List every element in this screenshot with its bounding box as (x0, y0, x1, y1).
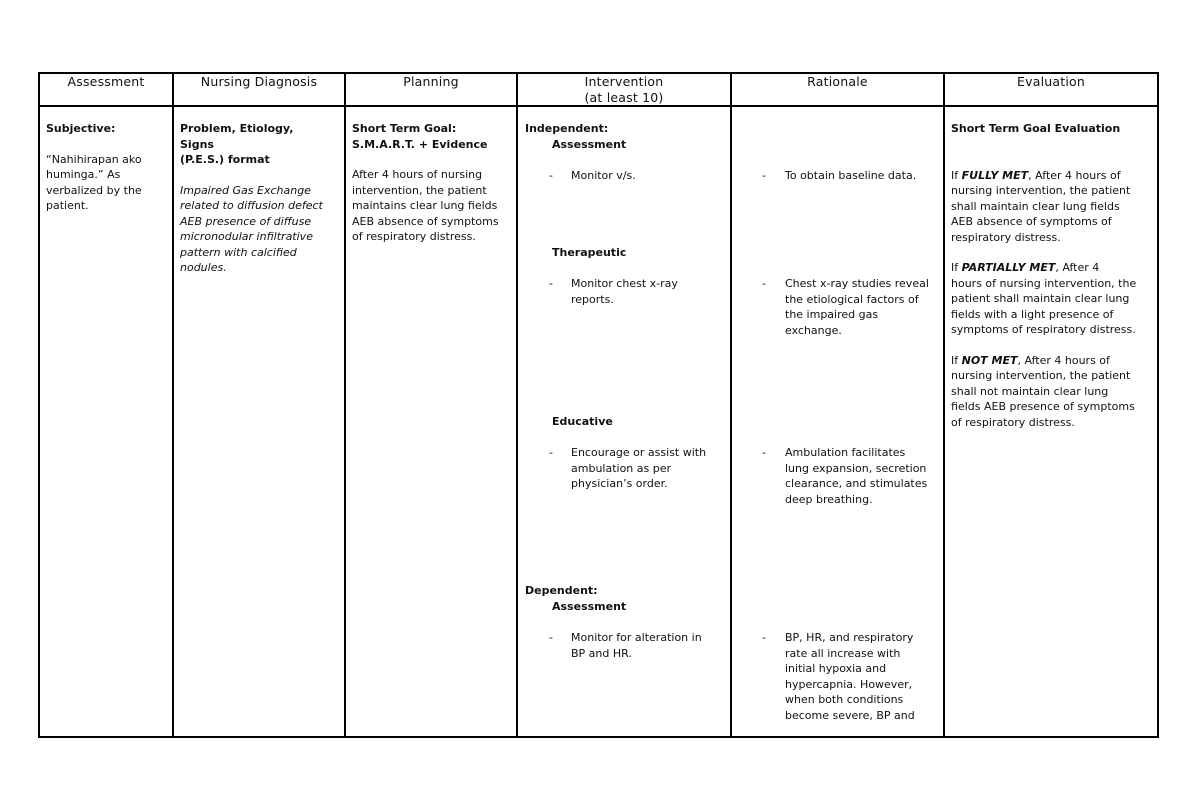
rationale-line: hypercapnia. However, (785, 677, 913, 691)
if-label: If (951, 353, 962, 367)
diagnosis-text-line: AEB presence of diffuse (180, 214, 312, 228)
diagnosis-title-line: Problem, Etiology, (180, 122, 294, 135)
rationale-line: exchange. (785, 323, 842, 337)
bullet-dash: - (762, 277, 766, 290)
table-bottom-border (38, 736, 1159, 738)
header-rationale: Rationale (807, 74, 868, 89)
educative-label: Educative (552, 415, 613, 428)
col-border (516, 72, 518, 738)
intervention-monitor-vs: Monitor v/s. (571, 169, 636, 182)
rationale-line: become severe, BP and (785, 708, 915, 722)
header-evaluation: Evaluation (1017, 74, 1085, 89)
intervention-line: Monitor for alteration in (571, 631, 702, 644)
assessment-cell (46, 121, 170, 214)
intervention-bp-hr (571, 630, 726, 661)
evaluation-line: fields with a light presence of (951, 307, 1114, 321)
col-border (172, 72, 174, 738)
col-border (344, 72, 346, 738)
header-planning: Planning (403, 74, 459, 89)
evaluation-title: Short Term Goal Evaluation (951, 122, 1121, 135)
col-border (38, 72, 40, 738)
evaluation-cell (951, 121, 1155, 430)
diagnosis-text-line: nodules. (180, 261, 227, 274)
fully-met-label: FULLY MET (961, 168, 1029, 182)
subjective-label: Subjective: (46, 122, 116, 135)
planning-text-line: AEB absence of symptoms (352, 214, 499, 228)
evaluation-line: shall not maintain clear lung (951, 384, 1109, 398)
rationale-line: initial hypoxia and (785, 662, 887, 675)
rationale-line: the impaired gas (785, 308, 879, 321)
header-intervention-subtitle: (at least 10) (584, 90, 664, 105)
bullet-dash: - (549, 631, 553, 644)
evaluation-line: shall maintain clear lung fields (951, 199, 1120, 213)
assessment-quote-line: patient. (46, 199, 89, 212)
diagnosis-text-line: related to diffusion defect (180, 199, 323, 212)
if-label: If (951, 168, 962, 182)
evaluation-partially-met (951, 260, 1155, 276)
bullet-dash: - (762, 446, 766, 459)
evaluation-fully-met (951, 168, 1155, 184)
planning-title-line: Short Term Goal: (352, 122, 457, 135)
rationale-line: lung expansion, secretion (785, 461, 927, 475)
diagnosis-text-line: pattern with calcified (180, 245, 297, 259)
diagnosis-title-line: (P.E.S.) format (180, 153, 270, 166)
assessment-quote-line: verbalized by the (46, 183, 142, 197)
evaluation-line: , After 4 (1055, 261, 1100, 274)
rationale-line: rate all increase with (785, 646, 901, 660)
evaluation-line: hours of nursing intervention, the (951, 276, 1137, 290)
evaluation-line: fields AEB presence of symptoms (951, 400, 1135, 413)
bullet-dash: - (762, 631, 766, 644)
evaluation-line: of respiratory distress. (951, 415, 1075, 429)
evaluation-line: nursing intervention, the patient (951, 184, 1131, 197)
header-intervention-title: Intervention (584, 74, 664, 89)
header-assessment: Assessment (67, 74, 145, 89)
evaluation-line: respiratory distress. (951, 230, 1061, 244)
partially-met-label: PARTIALLY MET (961, 261, 1056, 274)
rationale-line: BP, HR, and respiratory (785, 631, 914, 644)
rationale-baseline: To obtain baseline data. (785, 169, 917, 182)
intervention-line: physician’s order. (571, 477, 668, 490)
rationale-ambulation (785, 445, 940, 507)
evaluation-line: nursing intervention, the patient (951, 369, 1131, 382)
intervention-line: Encourage or assist with (571, 446, 707, 459)
intervention-line: reports. (571, 292, 614, 306)
rationale-line: when both conditions (785, 693, 904, 706)
col-border (1157, 72, 1159, 738)
rationale-line: the etiological factors of (785, 292, 919, 306)
planning-text-line: intervention, the patient (352, 183, 487, 197)
rationale-line: Chest x-ray studies reveal (785, 277, 929, 290)
if-label: If (951, 261, 962, 274)
independent-label: Independent: (525, 122, 609, 135)
planning-text-line: After 4 hours of nursing (352, 168, 483, 181)
bullet-dash: - (549, 169, 553, 182)
rationale-line: deep breathing. (785, 492, 873, 506)
dependent-label: Dependent: (525, 584, 598, 597)
header-intervention (518, 74, 730, 106)
not-met-label: NOT MET (961, 353, 1018, 367)
rationale-chest-xray (785, 276, 940, 338)
diagnosis-cell (180, 121, 342, 276)
diagnosis-text-line: Impaired Gas Exchange (180, 183, 311, 197)
header-nursing-diagnosis: Nursing Diagnosis (200, 74, 318, 89)
bullet-dash: - (549, 446, 553, 459)
rationale-line: Ambulation facilitates (785, 446, 906, 459)
intervention-ambulation (571, 445, 726, 492)
independent-assessment-label: Assessment (552, 138, 627, 151)
intervention-chest-xray (571, 276, 721, 307)
bullet-dash: - (762, 169, 766, 182)
intervention-line: BP and HR. (571, 646, 632, 660)
planning-text-line: of respiratory distress. (352, 230, 476, 243)
planning-cell (352, 121, 514, 245)
evaluation-line: , After 4 hours of (1017, 353, 1110, 367)
planning-text-line: maintains clear lung fields (352, 199, 498, 212)
dependent-assessment-label: Assessment (552, 600, 627, 613)
evaluation-line: , After 4 hours of (1028, 168, 1121, 182)
bullet-dash: - (549, 277, 553, 290)
assessment-quote-line: “Nahihirapan ako (46, 152, 142, 166)
intervention-line: ambulation as per (571, 461, 672, 475)
therapeutic-label: Therapeutic (552, 246, 627, 259)
col-border (730, 72, 732, 738)
intervention-line: Monitor chest x-ray (571, 277, 678, 290)
rationale-bp-hr (785, 630, 940, 723)
evaluation-line: AEB absence of symptoms of (951, 215, 1112, 228)
col-border (943, 72, 945, 738)
diagnosis-text-line: micronodular infiltrative (180, 230, 313, 243)
diagnosis-title-line: Signs (180, 137, 214, 151)
evaluation-line: patient shall maintain clear lung (951, 292, 1130, 305)
evaluation-not-met (951, 353, 1155, 369)
rationale-line: clearance, and stimulates (785, 477, 928, 490)
planning-title-line: S.M.A.R.T. + Evidence (352, 137, 488, 151)
evaluation-line: symptoms of respiratory distress. (951, 323, 1136, 336)
assessment-quote-line: huminga.” As (46, 168, 121, 181)
